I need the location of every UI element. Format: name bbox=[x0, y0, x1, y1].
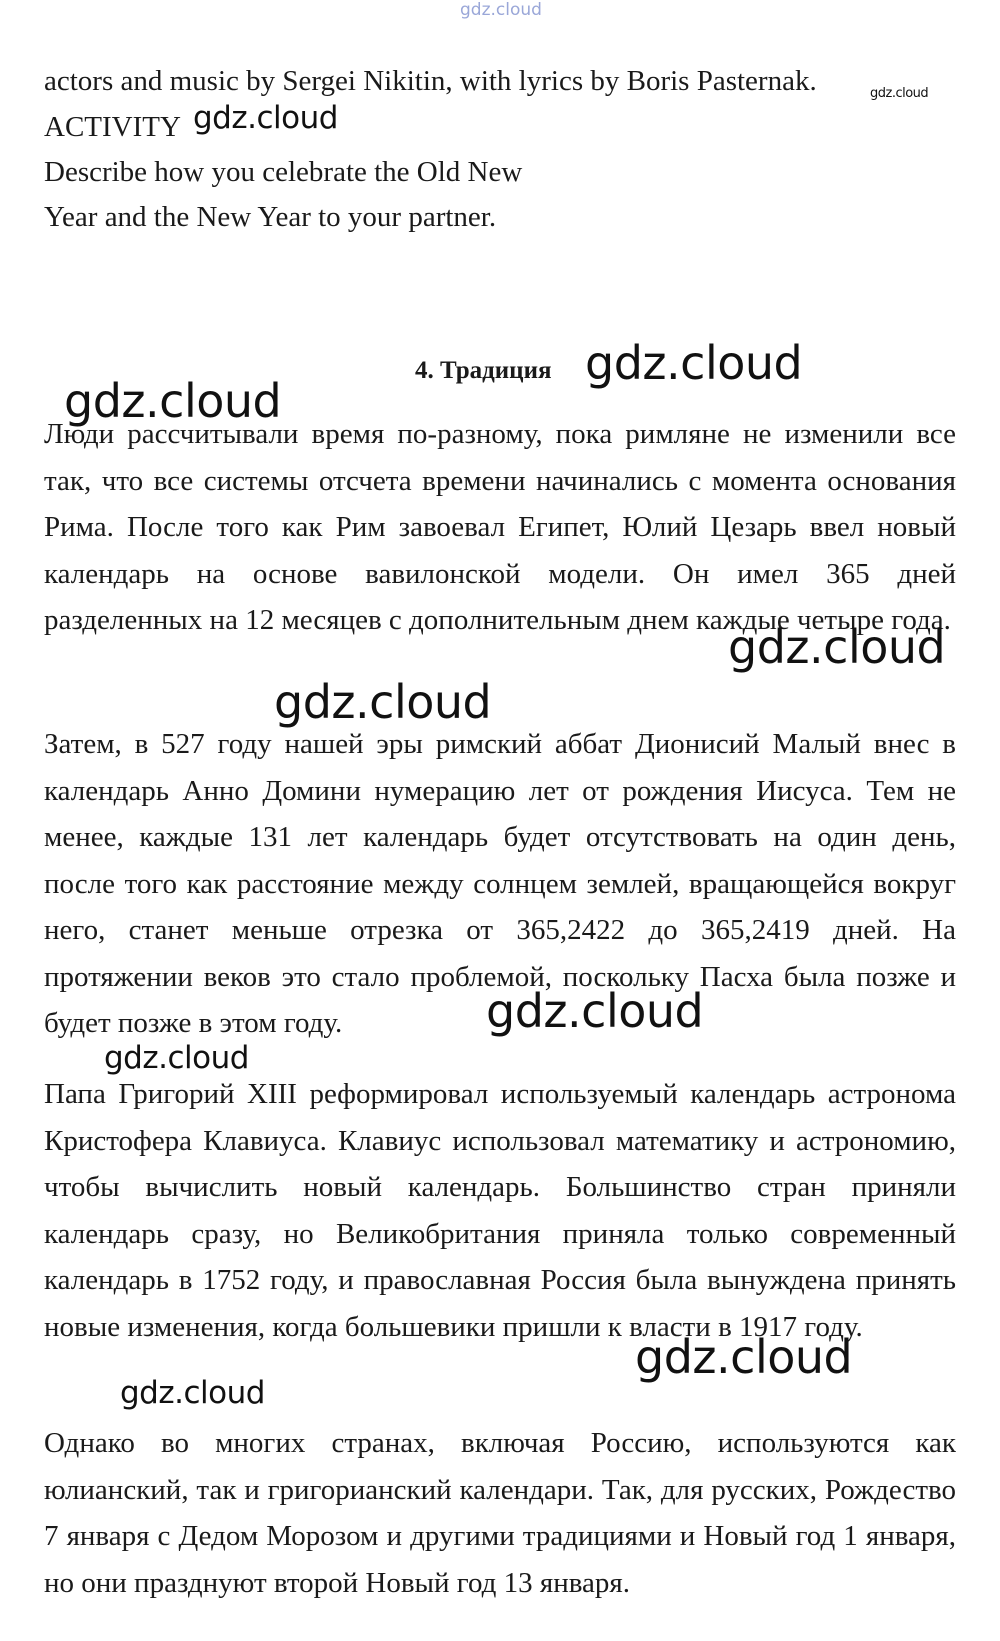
activity-label: ACTIVITY bbox=[44, 111, 181, 143]
activity-text-line-2: Year and the New Year to your partner. bbox=[44, 201, 497, 233]
watermark-p2: gdz.cloud bbox=[486, 984, 704, 1038]
watermark-p2-top: gdz.cloud bbox=[274, 675, 492, 729]
paragraph-1: Люди рассчитывали время по-разному, пока римляне не изменили все так, что все системы отсчета времени начинались с момента основания Рима. После того как Рим завоевал Египет, Юлий Цезарь ввел новый календарь на основе вавилонской модели. Он имел 365 дней разделенных на 12 месяцев с дополнительным днем каждые четыре года. bbox=[44, 418, 956, 636]
paragraph-3: Папа Григорий XIII реформировал используемый календарь астронома Кристофера Клавиуса. Клавиус использовал математику и астрономию, чтобы вычислить новый календарь. Большинство стран приняли календарь сразу, но Великобритания приняла только современный календарь в 1752 году, и православная Россия была вынуждена принять новые изменения, когда большевики пришли к власти в 1917 году. bbox=[44, 1078, 956, 1343]
activity-text-line-1: Describe how you celebrate the Old New bbox=[44, 156, 523, 188]
watermark-top: gdz.cloud bbox=[460, 0, 542, 20]
watermark-p3-top: gdz.cloud bbox=[104, 1040, 249, 1076]
watermark-left-top: gdz.cloud bbox=[64, 374, 282, 428]
watermark-small: gdz.cloud bbox=[870, 86, 929, 101]
watermark-p3: gdz.cloud bbox=[635, 1330, 853, 1384]
paragraph-2: Затем, в 527 году нашей эры римский аббат Дионисий Малый внес в календарь Анно Домини нумерацию лет от рождения Иисуса. Тем не менее, каждые 131 лет календарь будет отсутствовать на один день, после того как расстояние между солнцем землей, вращающейся вокруг него, станет меньше отрезка от 365,2422 до 365,2419 дней. На протяжении веков это стало проблемой, поскольку Пасха была позже и будет позже в этом году. bbox=[44, 728, 956, 1039]
watermark-p4-top: gdz.cloud bbox=[120, 1375, 265, 1411]
section-heading: 4. Традиция bbox=[415, 357, 552, 384]
watermark-heading: gdz.cloud bbox=[585, 336, 803, 390]
watermark-p1: gdz.cloud bbox=[728, 620, 946, 674]
paragraph-4: Однако во многих странах, включая Россию, используются как юлианский, так и григорианский календари. Так, для русских, Рождество 7 января с Дедом Морозом и другими традициями и Новый год 1 января, но они празднуют второй Новый год 13 января. bbox=[44, 1427, 956, 1599]
intro-line-1: actors and music by Sergei Nikitin, with lyrics by Boris Pasternak. bbox=[44, 65, 817, 97]
watermark-activity: gdz.cloud bbox=[193, 100, 338, 136]
